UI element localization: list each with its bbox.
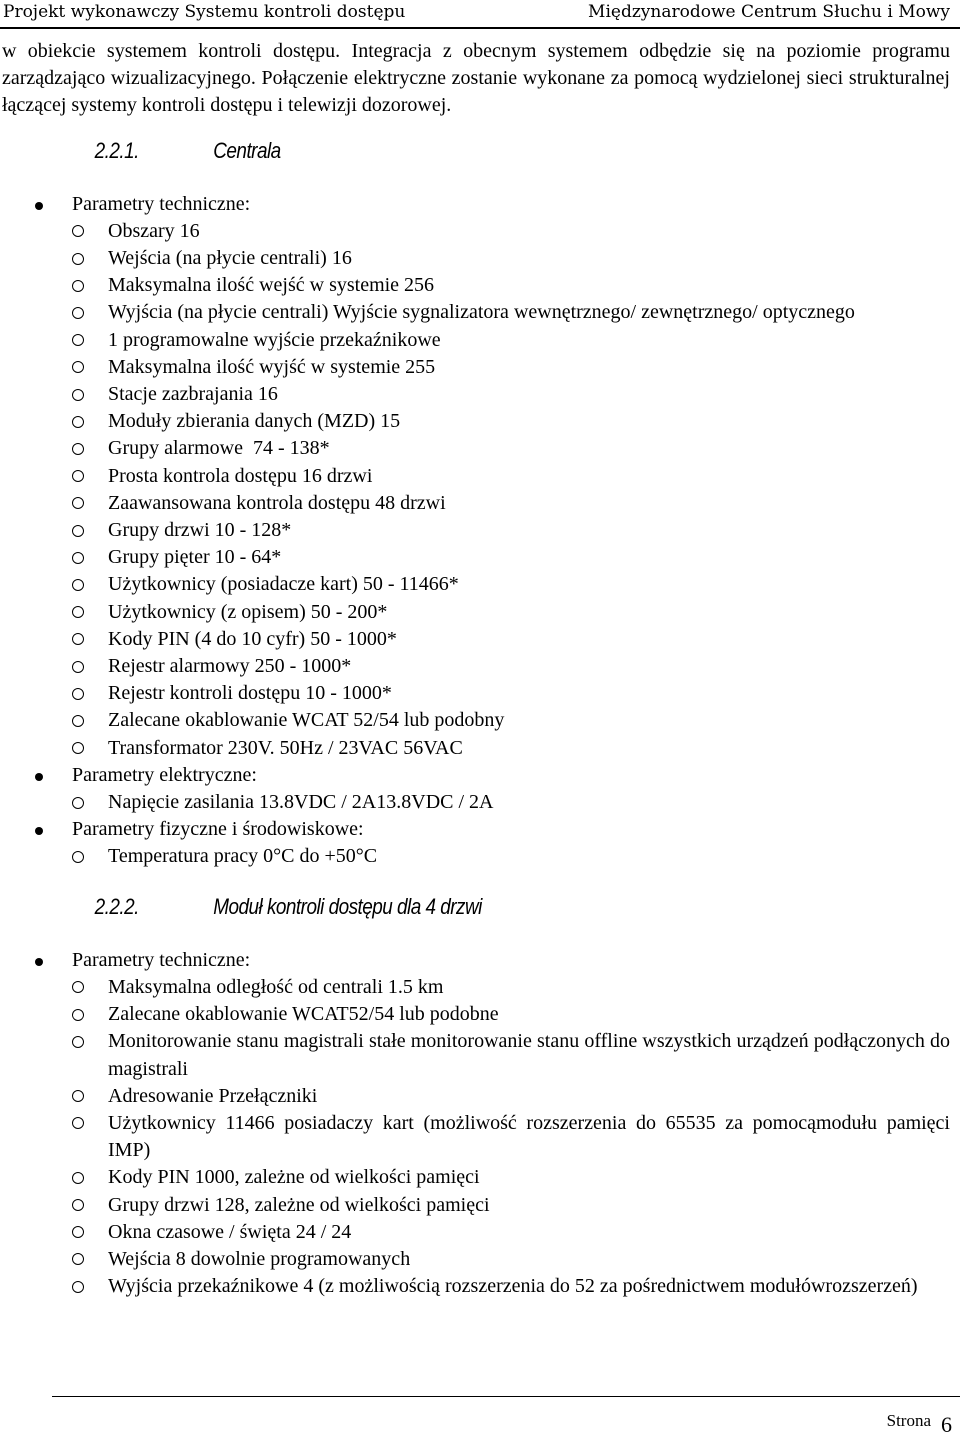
- parameter-list: [0, 947, 950, 1301]
- circle-bullet-icon: [72, 1009, 84, 1021]
- list-item: [0, 354, 950, 381]
- item-text: Napięcie zasilania 13.8VDC / 2A13.8VDC / 2A: [108, 791, 494, 814]
- circle-bullet-icon: [72, 1226, 84, 1238]
- list-item: [0, 974, 950, 1001]
- list-item: [0, 463, 950, 490]
- circle-bullet-icon: [72, 443, 84, 455]
- item-text: Kody PIN (4 do 10 cyfr) 50 - 1000*: [108, 627, 397, 650]
- list-item: [0, 1110, 950, 1164]
- list-item: [0, 707, 950, 734]
- section-heading: [0, 893, 817, 923]
- item-text: Grupy drzwi 10 - 128*: [108, 519, 292, 542]
- list-item: [0, 327, 950, 354]
- circle-bullet-icon: [72, 307, 84, 319]
- item-text: 1 programowalne wyjście przekaźnikowe: [108, 328, 441, 351]
- list-item: [0, 245, 950, 272]
- circle-bullet-icon: [72, 470, 84, 482]
- list-item: [0, 599, 950, 626]
- list-item: [0, 571, 950, 598]
- section-title: Centrala: [213, 137, 281, 163]
- item-text: Grupy pięter 10 - 64*: [108, 546, 282, 569]
- circle-bullet-icon: [72, 715, 84, 727]
- circle-bullet-icon: [72, 851, 84, 863]
- list-item: [0, 435, 950, 462]
- circle-bullet-icon: [72, 280, 84, 292]
- item-text: Kody PIN 1000, zależne od wielkości pamięci: [108, 1166, 480, 1189]
- list-item: [0, 408, 950, 435]
- circle-bullet-icon: [72, 579, 84, 591]
- circle-bullet-icon: [72, 334, 84, 346]
- list-item: [0, 680, 950, 707]
- page-number: 6: [941, 1412, 952, 1437]
- circle-bullet-icon: [72, 1090, 84, 1102]
- circle-bullet-icon: [72, 1117, 84, 1129]
- circle-bullet-icon: [72, 742, 84, 754]
- circle-bullet-icon: [72, 661, 84, 673]
- section-title: Moduł kontroli dostępu dla 4 drzwi: [213, 893, 482, 919]
- item-text: Moduły zbierania danych (MZD) 15: [108, 410, 401, 433]
- list-item: [0, 1083, 950, 1110]
- circle-bullet-icon: [72, 497, 84, 509]
- group-label: Parametry techniczne:: [72, 192, 251, 215]
- page-body: [0, 38, 950, 1300]
- circle-bullet-icon: [72, 361, 84, 373]
- list-item: [0, 626, 950, 653]
- header-project-title: Projekt wykonawczy Systemu kontroli dostępu: [3, 2, 406, 22]
- item-text: Obszary 16: [108, 219, 200, 242]
- list-item: [0, 1028, 950, 1082]
- list-item: [0, 1246, 950, 1273]
- item-text: Maksymalna odległość od centrali 1.5 km: [108, 975, 444, 998]
- item-text: Stacje zazbrajania 16: [108, 383, 278, 406]
- item-text: Transformator 230V. 50Hz / 23VAC 56VAC: [108, 736, 463, 759]
- parameter-list: [0, 191, 950, 871]
- parameter-group: [0, 947, 950, 974]
- item-text: Użytkownicy (z opisem) 50 - 200*: [108, 600, 388, 623]
- item-text: Temperatura pracy 0°C do +50°C: [108, 845, 378, 868]
- section-number: 2.2.1.: [94, 137, 139, 163]
- circle-bullet-icon: [72, 633, 84, 645]
- list-item: [0, 843, 950, 870]
- parameter-group: [0, 762, 950, 789]
- item-text: Zalecane okablowanie WCAT 52/54 lub podobny: [108, 709, 505, 732]
- list-item: [0, 218, 950, 245]
- circle-bullet-icon: [72, 225, 84, 237]
- list-item: [0, 1273, 950, 1300]
- parameter-group: [0, 191, 950, 218]
- item-text: Użytkownicy (posiadacze kart) 50 - 11466*: [108, 573, 459, 596]
- item-text: Wyjścia (na płycie centrali) Wyjście sygnalizatora wewnętrznego/ zewnętrznego/ optycznego: [108, 301, 855, 324]
- circle-bullet-icon: [72, 1253, 84, 1265]
- bullet-icon: [35, 958, 43, 966]
- item-text: Okna czasowe / święta 24 / 24: [108, 1220, 352, 1243]
- circle-bullet-icon: [72, 253, 84, 265]
- list-item: [0, 1219, 950, 1246]
- circle-bullet-icon: [72, 1036, 84, 1048]
- list-item: [0, 1001, 950, 1028]
- item-text: Grupy drzwi 128, zależne od wielkości pamięci: [108, 1193, 490, 1216]
- item-text: Zaawansowana kontrola dostępu 48 drzwi: [108, 491, 446, 514]
- item-text: Monitorowanie stanu magistrali stałe monitorowanie stanu offline wszystkich urządzeń podłączonych do magistrali: [108, 1030, 950, 1080]
- list-item: [0, 789, 950, 816]
- parameter-group: [0, 816, 950, 843]
- list-item: [0, 381, 950, 408]
- item-text: Maksymalna ilość wyjść w systemie 255: [108, 355, 436, 378]
- header-institution: Międzynarodowe Centrum Słuchu i Mowy: [588, 2, 950, 22]
- circle-bullet-icon: [72, 981, 84, 993]
- list-item: [0, 299, 950, 326]
- bullet-icon: [35, 827, 43, 835]
- item-text: Użytkownicy 11466 posiadaczy kart (możliwość rozszerzenia do 65535 za pomocąmodułu pamięci IMP): [108, 1111, 950, 1162]
- circle-bullet-icon: [72, 688, 84, 700]
- item-text: Adresowanie Przełączniki: [108, 1084, 318, 1107]
- item-text: Grupy alarmowe 74 - 138*: [108, 437, 330, 460]
- list-item: [0, 1192, 950, 1219]
- item-text: Maksymalna ilość wejść w systemie 256: [108, 274, 435, 297]
- circle-bullet-icon: [72, 1172, 84, 1184]
- group-label: Parametry fizyczne i środowiskowe:: [72, 818, 364, 841]
- circle-bullet-icon: [72, 797, 84, 809]
- item-text: Prosta kontrola dostępu 16 drzwi: [108, 464, 373, 487]
- item-text: Rejestr alarmowy 250 - 1000*: [108, 655, 352, 678]
- bullet-icon: [35, 202, 43, 210]
- circle-bullet-icon: [72, 416, 84, 428]
- page-footer: [886, 1406, 952, 1437]
- list-item: [0, 1164, 950, 1191]
- intro-paragraph: w obiekcie systemem kontroli dostępu. Integracja z obecnym systemem odbędzie się na poziomie programu zarządzająco wizualizacyjnego. Połączenie elektryczne zostanie wykonane za pomocą wydzielonej sieci strukturalnej łączącej systemy kontroli dostępu i telewizji dozorowej.: [2, 40, 950, 117]
- item-text: Rejestr kontroli dostępu 10 - 1000*: [108, 682, 392, 705]
- circle-bullet-icon: [72, 606, 84, 618]
- page-label: Strona: [886, 1411, 931, 1430]
- circle-bullet-icon: [72, 1281, 84, 1293]
- header-divider: [0, 27, 960, 29]
- bullet-icon: [35, 773, 43, 781]
- page-header: [0, 0, 960, 30]
- circle-bullet-icon: [72, 552, 84, 564]
- list-item: [0, 653, 950, 680]
- circle-bullet-icon: [72, 525, 84, 537]
- list-item: [0, 490, 950, 517]
- circle-bullet-icon: [72, 1199, 84, 1211]
- section-number: 2.2.2.: [94, 893, 139, 919]
- footer-divider: [52, 1396, 960, 1397]
- list-item: [0, 735, 950, 762]
- list-item: [0, 544, 950, 571]
- item-text: Wejścia 8 dowolnie programowanych: [108, 1247, 411, 1270]
- item-text: Wejścia (na płycie centrali) 16: [108, 247, 352, 270]
- group-label: Parametry elektryczne:: [72, 763, 257, 786]
- section-heading: [0, 137, 817, 167]
- item-text: Wyjścia przekaźnikowe 4 (z możliwością rozszerzenia do 52 za pośrednictwem modułówrozszerzeń): [108, 1275, 918, 1298]
- group-label: Parametry techniczne:: [72, 948, 251, 971]
- circle-bullet-icon: [72, 389, 84, 401]
- list-item: [0, 517, 950, 544]
- item-text: Zalecane okablowanie WCAT52/54 lub podobne: [108, 1003, 499, 1026]
- list-item: [0, 272, 950, 299]
